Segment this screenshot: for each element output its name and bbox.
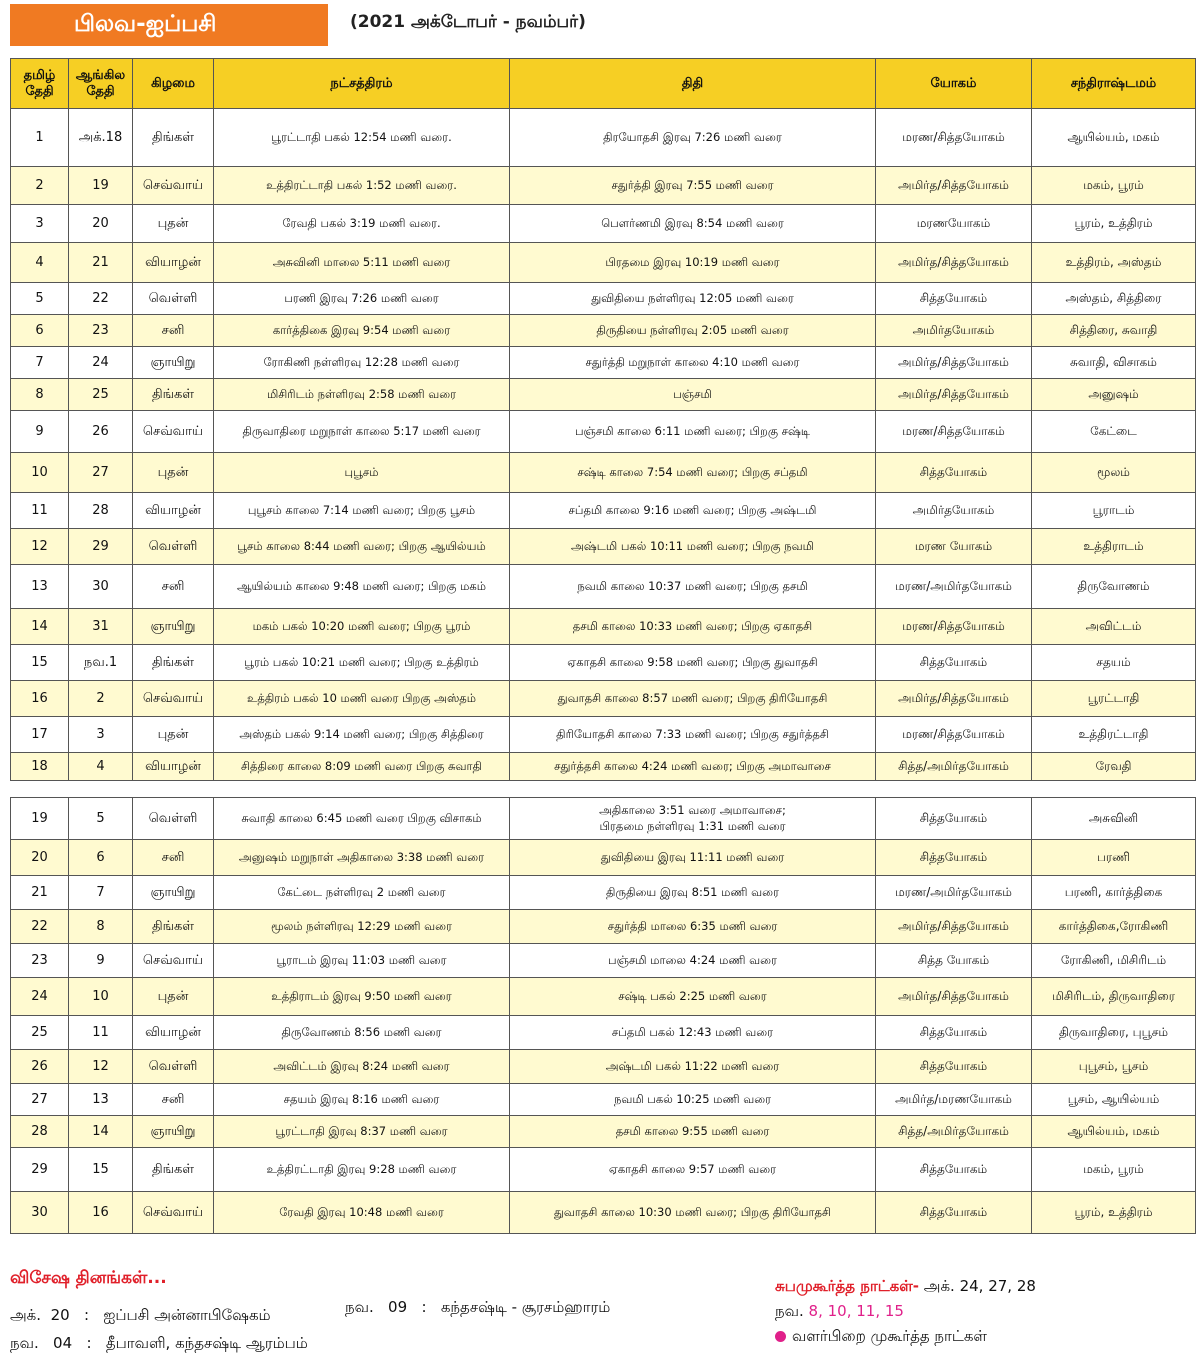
tithi-cell: துவிதியை இரவு 11:11 மணி வரை	[510, 840, 876, 876]
day-cell: சனி	[133, 315, 214, 347]
english-date-cell: 20	[69, 205, 133, 243]
calendar-table-part-2	[10, 797, 1196, 1234]
yogam-cell: சித்தயோகம்	[876, 1148, 1032, 1192]
table-row	[11, 167, 1196, 205]
chandrashtamam-cell: ஆயில்யம், மகம்	[1032, 109, 1196, 167]
english-date-cell: 11	[69, 1016, 133, 1050]
muhurtham-days: சுபமுகூர்த்த நாட்கள்- அக். 24, 27, 28	[775, 1277, 1036, 1295]
english-date-cell: 22	[69, 283, 133, 315]
star-cell: புபூசம் காலை 7:14 மணி வரை; பிறகு பூசம்	[214, 493, 510, 529]
english-date-cell: 28	[69, 493, 133, 529]
day-cell: திங்கள்	[133, 910, 214, 944]
tithi-cell: ஏகாதசி காலை 9:58 மணி வரை; பிறகு துவாதசி	[510, 645, 876, 681]
tithi-cell: பஞ்சமி மாலை 4:24 மணி வரை	[510, 944, 876, 978]
table-row	[11, 283, 1196, 315]
col-header-day: கிழமை	[133, 59, 214, 109]
day-cell: புதன்	[133, 978, 214, 1016]
yogam-cell: சித்தயோகம்	[876, 1050, 1032, 1084]
chandrashtamam-cell: அஸ்தம், சித்திரை	[1032, 283, 1196, 315]
chandrashtamam-cell: சதயம்	[1032, 645, 1196, 681]
yogam-cell: சித்தயோகம்	[876, 798, 1032, 840]
english-date-cell: 30	[69, 565, 133, 609]
english-date-cell: 15	[69, 1148, 133, 1192]
chandrashtamam-cell: அவிட்டம்	[1032, 609, 1196, 645]
tithi-cell: தசமி காலை 10:33 மணி வரை; பிறகு ஏகாதசி	[510, 609, 876, 645]
english-date-cell: அக்.18	[69, 109, 133, 167]
yogam-cell: அமிர்த/சித்தயோகம்	[876, 978, 1032, 1016]
tithi-cell: திருதியை இரவு 8:51 மணி வரை	[510, 876, 876, 910]
tithi-cell: சஷ்டி காலை 7:54 மணி வரை; பிறகு சப்தமி	[510, 453, 876, 493]
tamil-date-cell: 12	[11, 529, 69, 565]
table-row	[11, 529, 1196, 565]
star-cell: உத்திரம் பகல் 10 மணி வரை பிறகு அஸ்தம்	[214, 681, 510, 717]
tithi-cell: திரயோதசி இரவு 7:26 மணி வரை	[510, 109, 876, 167]
tithi-cell: அஷ்டமி பகல் 11:22 மணி வரை	[510, 1050, 876, 1084]
chandrashtamam-cell: அசுவினி	[1032, 798, 1196, 840]
table-row	[11, 681, 1196, 717]
yogam-cell: மரண/அமிர்தயோகம்	[876, 565, 1032, 609]
star-cell: பரணி இரவு 7:26 மணி வரை	[214, 283, 510, 315]
tamil-date-cell: 14	[11, 609, 69, 645]
tamil-date-cell: 7	[11, 347, 69, 379]
tithi-cell: சஷ்டி பகல் 2:25 மணி வரை	[510, 978, 876, 1016]
chandrashtamam-cell: மிசிரிடம், திருவாதிரை	[1032, 978, 1196, 1016]
table-row	[11, 109, 1196, 167]
special-days-heading: விசேஷ தினங்கள்...	[10, 1268, 167, 1288]
day-cell: சனி	[133, 1084, 214, 1116]
english-date-cell: 26	[69, 411, 133, 453]
tamil-date-cell: 4	[11, 243, 69, 283]
table-row	[11, 379, 1196, 411]
chandrashtamam-cell: உத்திரம், அஸ்தம்	[1032, 243, 1196, 283]
tamil-date-cell: 3	[11, 205, 69, 243]
tithi-cell: துவாதசி காலை 10:30 மணி வரை; பிறகு திரியோதசி	[510, 1192, 876, 1234]
chandrashtamam-cell: மூலம்	[1032, 453, 1196, 493]
yogam-cell: அமிர்த/மரணயோகம்	[876, 1084, 1032, 1116]
muhurtham-nov-dates: நவ. 8, 10, 11, 15	[775, 1302, 904, 1320]
day-cell: சனி	[133, 565, 214, 609]
tithi-cell: சதுர்த்தசி காலை 4:24 மணி வரை; பிறகு அமாவாசை	[510, 753, 876, 781]
tithi-line-1: அதிகாலை 3:51 வரை அமாவாசை;	[599, 802, 786, 817]
english-date-cell: 2	[69, 681, 133, 717]
day-cell: திங்கள்	[133, 109, 214, 167]
star-cell: பூரட்டாதி பகல் 12:54 மணி வரை.	[214, 109, 510, 167]
english-date-cell: 25	[69, 379, 133, 411]
english-date-cell: 19	[69, 167, 133, 205]
tithi-cell: சப்தமி பகல் 12:43 மணி வரை	[510, 1016, 876, 1050]
yogam-cell: மரண/சித்தயோகம்	[876, 411, 1032, 453]
star-cell: மகம் பகல் 10:20 மணி வரை; பிறகு பூரம்	[214, 609, 510, 645]
tamil-date-cell: 8	[11, 379, 69, 411]
tamil-date-cell: 25	[11, 1016, 69, 1050]
yogam-cell: அமிர்த/சித்தயோகம்	[876, 379, 1032, 411]
yogam-cell: சித்தயோகம்	[876, 1016, 1032, 1050]
tamil-date-cell: 22	[11, 910, 69, 944]
chandrashtamam-cell: கேட்டை	[1032, 411, 1196, 453]
star-cell: மிசிரிடம் நள்ளிரவு 2:58 மணி வரை	[214, 379, 510, 411]
day-cell: ஞாயிறு	[133, 609, 214, 645]
tamil-date-cell: 26	[11, 1050, 69, 1084]
table-row	[11, 347, 1196, 379]
english-date-cell: 6	[69, 840, 133, 876]
chandrashtamam-cell: சுவாதி, விசாகம்	[1032, 347, 1196, 379]
day-cell: ஞாயிறு	[133, 876, 214, 910]
english-date-cell: 24	[69, 347, 133, 379]
table-row	[11, 411, 1196, 453]
star-cell: அனுஷம் மறுநாள் அதிகாலை 3:38 மணி வரை	[214, 840, 510, 876]
day-cell: திங்கள்	[133, 1148, 214, 1192]
tithi-cell: சப்தமி காலை 9:16 மணி வரை; பிறகு அஷ்டமி	[510, 493, 876, 529]
chandrashtamam-cell: திருவாதிரை, புபூசம்	[1032, 1016, 1196, 1050]
chandrashtamam-cell: ரோகிணி, மிசிரிடம்	[1032, 944, 1196, 978]
star-cell: புபூசம்	[214, 453, 510, 493]
tamil-date-cell: 23	[11, 944, 69, 978]
tithi-cell: பௌர்ணமி இரவு 8:54 மணி வரை	[510, 205, 876, 243]
tamil-date-cell: 2	[11, 167, 69, 205]
tithi-cell: நவமி பகல் 10:25 மணி வரை	[510, 1084, 876, 1116]
table-row	[11, 315, 1196, 347]
page-subtitle: (2021 அக்டோபர் - நவம்பர்)	[350, 12, 586, 32]
yogam-cell: சித்தயோகம்	[876, 1192, 1032, 1234]
tamil-date-cell: 29	[11, 1148, 69, 1192]
star-cell: ஆயில்யம் காலை 9:48 மணி வரை; பிறகு மகம்	[214, 565, 510, 609]
star-cell: அஸ்தம் பகல் 9:14 மணி வரை; பிறகு சித்திரை	[214, 717, 510, 753]
chandrashtamam-cell: பூரம், உத்திரம்	[1032, 1192, 1196, 1234]
english-date-cell: 7	[69, 876, 133, 910]
tithi-cell: துவிதியை நள்ளிரவு 12:05 மணி வரை	[510, 283, 876, 315]
yogam-cell: சித்தயோகம்	[876, 453, 1032, 493]
yogam-cell: அமிர்த/சித்தயோகம்	[876, 910, 1032, 944]
table-row	[11, 753, 1196, 781]
tithi-cell: திரியோதசி காலை 7:33 மணி வரை; பிறகு சதுர்த்தசி	[510, 717, 876, 753]
day-cell: திங்கள்	[133, 645, 214, 681]
yogam-cell: அமிர்த/சித்தயோகம்	[876, 243, 1032, 283]
chandrashtamam-cell: சித்திரை, சுவாதி	[1032, 315, 1196, 347]
yogam-cell: சித்த யோகம்	[876, 944, 1032, 978]
day-cell: வெள்ளி	[133, 798, 214, 840]
chandrashtamam-cell: அனுஷம்	[1032, 379, 1196, 411]
table-row	[11, 978, 1196, 1016]
tithi-cell: சதுர்த்தி மாலை 6:35 மணி வரை	[510, 910, 876, 944]
chandrashtamam-cell: உத்திரட்டாதி	[1032, 717, 1196, 753]
tamil-date-cell: 24	[11, 978, 69, 1016]
col-header-yogam: யோகம்	[876, 59, 1032, 109]
yogam-cell: அமிர்த/சித்தயோகம்	[876, 167, 1032, 205]
tamil-date-cell: 28	[11, 1116, 69, 1148]
tithi-cell	[510, 798, 876, 840]
day-cell: செவ்வாய்	[133, 411, 214, 453]
col-header-tamil-date: தமிழ் தேதி	[11, 59, 69, 109]
tamil-date-cell: 19	[11, 798, 69, 840]
tamil-date-cell: 5	[11, 283, 69, 315]
yogam-cell: அமிர்த/சித்தயோகம்	[876, 681, 1032, 717]
tithi-cell: பிரதமை இரவு 10:19 மணி வரை	[510, 243, 876, 283]
english-date-cell: 16	[69, 1192, 133, 1234]
special-day-item: நவ. 04 : தீபாவளி, கந்தசஷ்டி ஆரம்பம்	[10, 1334, 308, 1352]
day-cell: வெள்ளி	[133, 1050, 214, 1084]
table-row	[11, 910, 1196, 944]
star-cell: அசுவினி மாலை 5:11 மணி வரை	[214, 243, 510, 283]
table-row	[11, 876, 1196, 910]
tamil-date-cell: 16	[11, 681, 69, 717]
tamil-date-cell: 11	[11, 493, 69, 529]
day-cell: சனி	[133, 840, 214, 876]
english-date-cell: 10	[69, 978, 133, 1016]
special-day-item: நவ. 09 : கந்தசஷ்டி - சூரசம்ஹாரம்	[345, 1298, 611, 1316]
bullet-icon	[775, 1331, 786, 1342]
tamil-date-cell: 15	[11, 645, 69, 681]
day-cell: ஞாயிறு	[133, 347, 214, 379]
star-cell: கேட்டை நள்ளிரவு 2 மணி வரை	[214, 876, 510, 910]
day-cell: ஞாயிறு	[133, 1116, 214, 1148]
day-cell: புதன்	[133, 453, 214, 493]
chandrashtamam-cell: பரணி, கார்த்திகை	[1032, 876, 1196, 910]
star-cell: அவிட்டம் இரவு 8:24 மணி வரை	[214, 1050, 510, 1084]
tithi-cell: திருதியை நள்ளிரவு 2:05 மணி வரை	[510, 315, 876, 347]
yogam-cell: மரண/சித்தயோகம்	[876, 717, 1032, 753]
day-cell: செவ்வாய்	[133, 1192, 214, 1234]
table-row	[11, 493, 1196, 529]
table-row	[11, 1116, 1196, 1148]
tithi-cell: சதுர்த்தி இரவு 7:55 மணி வரை	[510, 167, 876, 205]
yogam-cell: மரண/அமிர்தயோகம்	[876, 876, 1032, 910]
english-date-cell: 21	[69, 243, 133, 283]
star-cell: சித்திரை காலை 8:09 மணி வரை பிறகு சுவாதி	[214, 753, 510, 781]
tamil-date-cell: 13	[11, 565, 69, 609]
tamil-date-cell: 27	[11, 1084, 69, 1116]
english-date-cell: 9	[69, 944, 133, 978]
chandrashtamam-cell: கார்த்திகை,ரோகிணி	[1032, 910, 1196, 944]
tamil-date-cell: 18	[11, 753, 69, 781]
muhurtham-legend: வளர்பிறை முகூர்த்த நாட்கள்	[775, 1327, 987, 1347]
chandrashtamam-cell: பூரம், உத்திரம்	[1032, 205, 1196, 243]
chandrashtamam-cell: ரேவதி	[1032, 753, 1196, 781]
tamil-date-cell: 9	[11, 411, 69, 453]
day-cell: வெள்ளி	[133, 283, 214, 315]
star-cell: திருவோணம் 8:56 மணி வரை	[214, 1016, 510, 1050]
english-date-cell: 23	[69, 315, 133, 347]
chandrashtamam-cell: மகம், பூரம்	[1032, 167, 1196, 205]
table-row	[11, 798, 1196, 840]
tithi-cell: ஏகாதசி காலை 9:57 மணி வரை	[510, 1148, 876, 1192]
tithi-cell: துவாதசி காலை 8:57 மணி வரை; பிறகு திரியோதசி	[510, 681, 876, 717]
tamil-date-cell: 10	[11, 453, 69, 493]
star-cell: உத்திரட்டாதி பகல் 1:52 மணி வரை.	[214, 167, 510, 205]
table-row	[11, 205, 1196, 243]
chandrashtamam-cell: உத்திராடம்	[1032, 529, 1196, 565]
table-row	[11, 609, 1196, 645]
english-date-cell: 3	[69, 717, 133, 753]
col-header-english-date: ஆங்கில தேதி	[69, 59, 133, 109]
table-header-row	[11, 59, 1196, 109]
table-row	[11, 717, 1196, 753]
chandrashtamam-cell: பூசம், ஆயில்யம்	[1032, 1084, 1196, 1116]
yogam-cell: சித்த/அமிர்தயோகம்	[876, 1116, 1032, 1148]
tithi-cell: பஞ்சமி	[510, 379, 876, 411]
star-cell: ரேவதி இரவு 10:48 மணி வரை	[214, 1192, 510, 1234]
english-date-cell: 14	[69, 1116, 133, 1148]
star-cell: பூரம் பகல் 10:21 மணி வரை; பிறகு உத்திரம்	[214, 645, 510, 681]
chandrashtamam-cell: ஆயில்யம், மகம்	[1032, 1116, 1196, 1148]
english-date-cell: 4	[69, 753, 133, 781]
tithi-cell: பஞ்சமி காலை 6:11 மணி வரை; பிறகு சஷ்டி	[510, 411, 876, 453]
table-row	[11, 645, 1196, 681]
chandrashtamam-cell: மகம், பூரம்	[1032, 1148, 1196, 1192]
english-date-cell: 12	[69, 1050, 133, 1084]
chandrashtamam-cell: திருவோணம்	[1032, 565, 1196, 609]
table-row	[11, 565, 1196, 609]
yogam-cell: அமிர்த/சித்தயோகம்	[876, 347, 1032, 379]
table-row	[11, 1016, 1196, 1050]
tithi-cell: தசமி காலை 9:55 மணி வரை	[510, 1116, 876, 1148]
star-cell: பூராடம் இரவு 11:03 மணி வரை	[214, 944, 510, 978]
chandrashtamam-cell: பரணி	[1032, 840, 1196, 876]
tithi-cell: சதுர்த்தி மறுநாள் காலை 4:10 மணி வரை	[510, 347, 876, 379]
yogam-cell: அமிர்தயோகம்	[876, 493, 1032, 529]
table-row	[11, 1050, 1196, 1084]
star-cell: பூரட்டாதி இரவு 8:37 மணி வரை	[214, 1116, 510, 1148]
star-cell: ரோகிணி நள்ளிரவு 12:28 மணி வரை	[214, 347, 510, 379]
yogam-cell: சித்தயோகம்	[876, 840, 1032, 876]
table-row	[11, 944, 1196, 978]
day-cell: செவ்வாய்	[133, 681, 214, 717]
english-date-cell: நவ.1	[69, 645, 133, 681]
star-cell: உத்திராடம் இரவு 9:50 மணி வரை	[214, 978, 510, 1016]
table-row	[11, 1148, 1196, 1192]
english-date-cell: 5	[69, 798, 133, 840]
tamil-date-cell: 17	[11, 717, 69, 753]
star-cell: சுவாதி காலை 6:45 மணி வரை பிறகு விசாகம்	[214, 798, 510, 840]
tamil-date-cell: 20	[11, 840, 69, 876]
star-cell: சதயம் இரவு 8:16 மணி வரை	[214, 1084, 510, 1116]
yogam-cell: மரணயோகம்	[876, 205, 1032, 243]
day-cell: செவ்வாய்	[133, 944, 214, 978]
tamil-date-cell: 6	[11, 315, 69, 347]
english-date-cell: 13	[69, 1084, 133, 1116]
tithi-cell: நவமி காலை 10:37 மணி வரை; பிறகு தசமி	[510, 565, 876, 609]
yogam-cell: சித்தயோகம்	[876, 283, 1032, 315]
day-cell: வியாழன்	[133, 493, 214, 529]
page-title: பிலவ-ஐப்பசி	[10, 4, 328, 46]
day-cell: வியாழன்	[133, 753, 214, 781]
yogam-cell: மரண/சித்தயோகம்	[876, 609, 1032, 645]
tamil-date-cell: 30	[11, 1192, 69, 1234]
star-cell: ரேவதி பகல் 3:19 மணி வரை.	[214, 205, 510, 243]
chandrashtamam-cell: புபூசம், பூசம்	[1032, 1050, 1196, 1084]
day-cell: வெள்ளி	[133, 529, 214, 565]
tithi-line-2: பிரதமை நள்ளிரவு 1:31 மணி வரை	[599, 818, 786, 833]
english-date-cell: 8	[69, 910, 133, 944]
star-cell: திருவாதிரை மறுநாள் காலை 5:17 மணி வரை	[214, 411, 510, 453]
tamil-date-cell: 21	[11, 876, 69, 910]
col-header-star: நட்சத்திரம்	[214, 59, 510, 109]
table-row	[11, 1084, 1196, 1116]
english-date-cell: 29	[69, 529, 133, 565]
col-header-chandrashtamam: சந்திராஷ்டமம்	[1032, 59, 1196, 109]
day-cell: புதன்	[133, 717, 214, 753]
yogam-cell: மரண யோகம்	[876, 529, 1032, 565]
star-cell: உத்திரட்டாதி இரவு 9:28 மணி வரை	[214, 1148, 510, 1192]
table-row	[11, 453, 1196, 493]
col-header-tithi: திதி	[510, 59, 876, 109]
day-cell: வியாழன்	[133, 1016, 214, 1050]
star-cell: மூலம் நள்ளிரவு 12:29 மணி வரை	[214, 910, 510, 944]
table-row	[11, 840, 1196, 876]
table-row	[11, 1192, 1196, 1234]
table-row	[11, 243, 1196, 283]
day-cell: செவ்வாய்	[133, 167, 214, 205]
day-cell: திங்கள்	[133, 379, 214, 411]
yogam-cell: மரண/சித்தயோகம்	[876, 109, 1032, 167]
english-date-cell: 31	[69, 609, 133, 645]
special-day-item: அக். 20 : ஐப்பசி அன்னாபிஷேகம்	[10, 1306, 271, 1324]
tamil-date-cell: 1	[11, 109, 69, 167]
chandrashtamam-cell: பூராடம்	[1032, 493, 1196, 529]
yogam-cell: அமிர்தயோகம்	[876, 315, 1032, 347]
yogam-cell: சித்தயோகம்	[876, 645, 1032, 681]
calendar-table-part-1	[10, 58, 1196, 781]
tithi-cell: அஷ்டமி பகல் 10:11 மணி வரை; பிறகு நவமி	[510, 529, 876, 565]
day-cell: புதன்	[133, 205, 214, 243]
star-cell: பூசம் காலை 8:44 மணி வரை; பிறகு ஆயில்யம்	[214, 529, 510, 565]
chandrashtamam-cell: பூரட்டாதி	[1032, 681, 1196, 717]
day-cell: வியாழன்	[133, 243, 214, 283]
yogam-cell: சித்த/அமிர்தயோகம்	[876, 753, 1032, 781]
english-date-cell: 27	[69, 453, 133, 493]
star-cell: கார்த்திகை இரவு 9:54 மணி வரை	[214, 315, 510, 347]
